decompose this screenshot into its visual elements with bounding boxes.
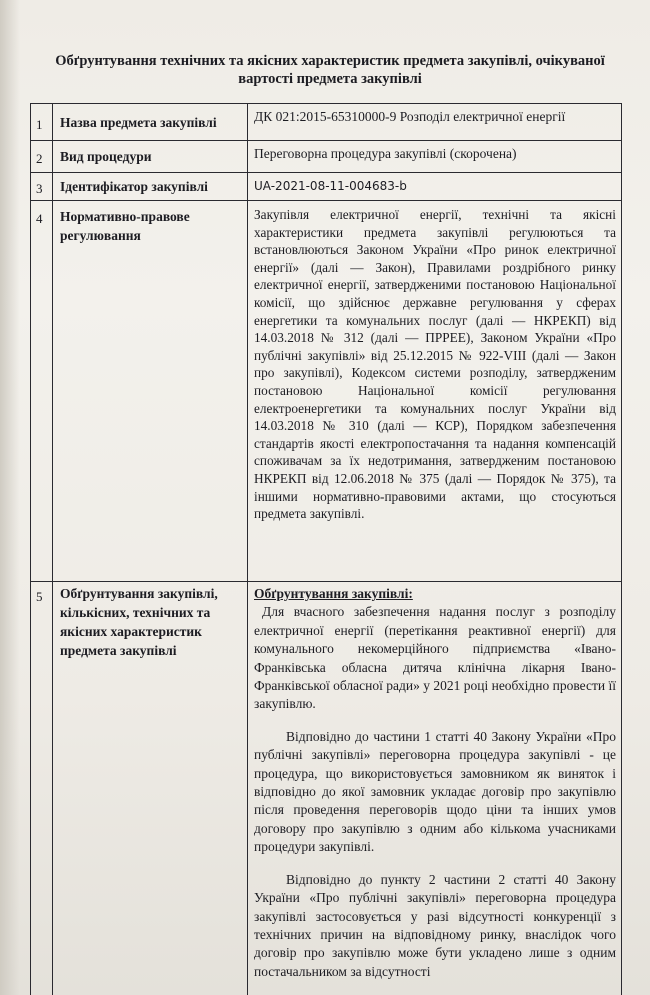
table-border-right bbox=[621, 103, 622, 995]
row-number: 4 bbox=[36, 211, 43, 226]
row-value: Переговорна процедура закупівлі (скорочена) bbox=[254, 146, 517, 161]
table-col-divider-2 bbox=[247, 103, 248, 995]
table-row-divider-3 bbox=[30, 200, 622, 201]
table-border-left bbox=[30, 103, 31, 995]
table-row-divider-4 bbox=[30, 581, 622, 582]
row-number: 3 bbox=[36, 181, 43, 196]
row-value-block bbox=[254, 585, 616, 995]
paragraph: Для вчасного забезпечення надання послуг з розподілу електричної енергії (перетікання реактивної енергії) для комунального некомерційного підприємства «Івано-Франківська обласна дитяча клінічна лікарня Івано-Франківської обласної ради» у 2021 році необхідно провести її закупівлю. bbox=[254, 604, 616, 712]
table-border-top bbox=[30, 103, 622, 104]
row-number: 1 bbox=[36, 117, 43, 132]
page-fold-shadow bbox=[0, 0, 20, 995]
row-number: 2 bbox=[36, 151, 43, 166]
row-label: Нормативно-правове регулювання bbox=[60, 209, 190, 243]
row-label: Обґрунтування закупівлі, кількісних, технічних та якісних характеристик предмета закупівлі bbox=[60, 586, 218, 658]
document-title: Обґрунтування технічних та якісних характеристик предмета закупівлі, очікуваної вартості предмета закупівлі bbox=[55, 53, 605, 87]
row-label: Назва предмета закупівлі bbox=[60, 115, 217, 130]
row-label: Вид процедури bbox=[60, 149, 152, 164]
row-value: Закупівля електричної енергії, технічні та якісні характеристики предмета закупівлі регулюються та встановлюються Законом України «Про ринок електричної енергії» (далі — Закон), Правилами роздрібного ринку електричної енергії, затвердженими постановою Національної комісії, що здійснює державне регулювання у сферах енергетики та комунальних послуг (далі — НКРЕКП) від 14.03.2018 № 312 (далі — ПРРЕЕ), Законом України «Про публічні закупівлі» від 25.12.2015 № 922-VIII (далі — Закон про закупівлі), Кодексом системи розподілу, затвердженим постановою Національної комісії регулювання електроенергетики та комунальних послуг України від 14.03.2018 № 310 (далі — КСР), Порядком забезпечення стандартів якості електропостачання та надання компенсацій споживачам за їх недотримання, затвердженим постановою НКРЕКП від 12.06.2018 № 375 (далі — Порядок № 375), та іншими нормативно-правовими актами, що стосуються предмета закупівлі. bbox=[254, 207, 616, 522]
table-row-divider-1 bbox=[30, 140, 622, 141]
table-row-divider-2 bbox=[30, 172, 622, 173]
paragraph: Відповідно до частини 1 статті 40 Закону України «Про публічні закупівлі» переговорна процедура закупівлі - це процедура, що використовується замовником як виняток і відповідно до якої замовник укладає договір про закупівлю після проведення переговорів щодо ціни та інших умов договору про закупівлю з одним або кількома учасниками процедури закупівлі. bbox=[254, 728, 616, 855]
procurement-id: UA-2021-08-11-004683-b bbox=[254, 179, 407, 193]
section-heading: Обґрунтування закупівлі: bbox=[254, 586, 413, 601]
paragraph: Відповідно до пункту 2 частини 2 статті 40 Закону України «Про публічні закупівлі» переговорна процедура закупівлі застосовується у разі відсутності конкуренції з технічних причин на відповідному ринку, внаслідок чого договір про закупівлю може бути укладено лише з одним постачальником за відсутності bbox=[254, 871, 616, 979]
row-number: 5 bbox=[36, 589, 43, 604]
row-value: ДК 021:2015-65310000-9 Розподіл електричної енергії bbox=[254, 109, 566, 124]
row-label: Ідентифікатор закупівлі bbox=[60, 179, 208, 194]
table-col-divider-1 bbox=[52, 103, 53, 995]
